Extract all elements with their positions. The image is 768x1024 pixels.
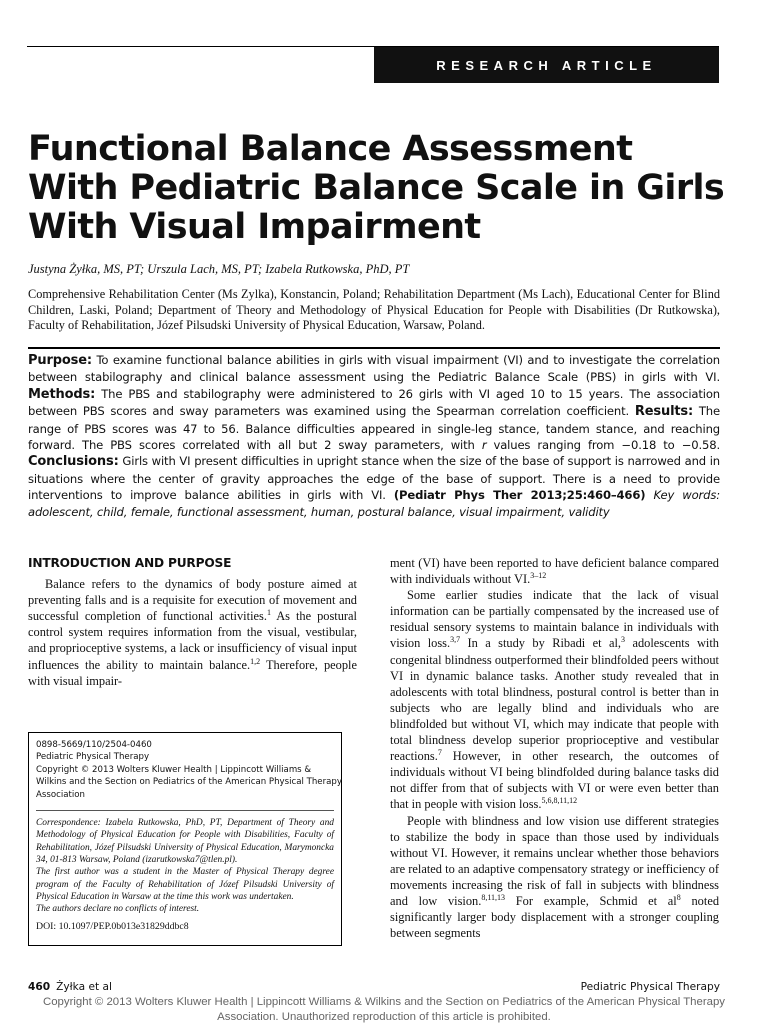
pub-line: Association bbox=[36, 789, 85, 800]
text-run: People with blindness and low vision use different strategies to stabilize the body in space than those used by individuals without VI. However, it remains unclear whether those behaviors are related to an adaptive compensatory strategy or inefficiency of movements increasing the risk of fall in subjects with blindness and low vision. bbox=[390, 813, 719, 908]
footer-left bbox=[28, 981, 112, 993]
text-run: Some earlier studies indicate that the lack of visual information can be partially compensated by the increased use of residual sensory systems to maintain balance in individuals with vision loss. bbox=[390, 588, 719, 651]
paragraph bbox=[28, 576, 357, 689]
correspondence-label: Correspondence: bbox=[36, 818, 101, 829]
citation-ref: 8,11,13 bbox=[481, 892, 506, 902]
abstract-results: The range of PBS scores was 47 to 56. Balance difficulties appeared in single-leg stance, tandem stance, and reaching forward. The PBS scores correlated with all but 2 sway parameters, with bbox=[28, 404, 720, 453]
running-author: Żyłka et al bbox=[56, 981, 112, 993]
text-run: In a study by Ribadi et al, bbox=[460, 636, 622, 651]
publication-details bbox=[36, 739, 342, 801]
footer-journal: Pediatric Physical Therapy bbox=[580, 981, 720, 993]
copyright-notice bbox=[0, 995, 768, 1024]
abstract-citation: (Pediatr Phys Ther 2013;25:460–466) bbox=[393, 488, 646, 503]
conflict-note: The authors declare no conflicts of interest. bbox=[36, 904, 200, 915]
pub-line: Pediatric Physical Therapy bbox=[36, 752, 150, 763]
text-run: Balance refers to the dynamics of body posture aimed at preventing falls and is a requisite for execution of movement and successful completion of functional activities. bbox=[28, 577, 357, 624]
text-run: Therefore, people with visual impair- bbox=[28, 657, 357, 688]
title-line: With Pediatric Balance Scale in Girls bbox=[28, 168, 725, 208]
copyright-line: Copyright © 2013 Wolters Kluwer Health | Lippincott Williams & Wilkins and the Section on Pediatrics of the American Physical Therapy bbox=[42, 996, 726, 1008]
text-run: ment (VI) have been reported to have deficient balance compared with individuals without VI. bbox=[390, 556, 719, 587]
abstract-results-end: values ranging from −0.18 to −0.58. bbox=[486, 438, 721, 453]
citation-ref: 3 bbox=[621, 635, 626, 645]
pub-line: 0898-5669/110/2504-0460 bbox=[36, 740, 152, 750]
abstract-purpose: To examine functional balance abilities in girls with visual impairment (VI) and to investigate the correlation between stabilography and clinical balance assessment using the Pediatric Balance Scale (PBS) in girls with VI. bbox=[28, 353, 720, 385]
author-list: Justyna Żyłka, MS, PT; Urszula Lach, MS, PT; Izabela Rutkowska, PhD, PT bbox=[28, 262, 410, 276]
abstract-results-label: Results: bbox=[634, 404, 694, 420]
paragraph bbox=[390, 813, 719, 942]
text-run: As the postural control system requires information from the visual, vestibular, and proprioceptive systems, a lack or insufficiency of visual input influences the ability to maintain balance. bbox=[28, 609, 357, 672]
abstract-keywords: Key words: adolescent, child, female, functional assessment, human, postural balance, visual impairment, validity bbox=[28, 488, 720, 519]
title-line: With Visual Impairment bbox=[28, 207, 481, 247]
abstract-conclusions: Girls with VI present difficulties in upright stance when the size of the base of support is narrowed and in situations where the center of gravity approaches the edge of the base of support. There is a need to provide interventions to improve balance abilities in girls with VI. bbox=[28, 454, 720, 503]
text-run: noted significantly larger body displacement with a stronger coupling between segments bbox=[390, 893, 720, 941]
citation-ref: 7 bbox=[437, 748, 442, 757]
article-title bbox=[28, 130, 728, 247]
body-column-right bbox=[390, 555, 719, 941]
citation-ref: 1,2 bbox=[250, 656, 261, 666]
info-divider bbox=[36, 810, 334, 811]
paragraph bbox=[390, 555, 719, 587]
title-line: Functional Balance Assessment bbox=[28, 129, 633, 169]
page-number: 460 bbox=[28, 981, 51, 993]
author-note: The first author was a student in the Master of Physical Therapy degree program of the Faculty of Rehabilitation of Józef Pilsudski University of Physical Education in Warsaw at the time this work was undertaken. bbox=[36, 867, 334, 902]
paragraph bbox=[390, 587, 719, 812]
pub-line: Wilkins and the Section on Pediatrics of the American Physical Therapy bbox=[36, 777, 342, 788]
article-type-banner: RESEARCH ARTICLE bbox=[374, 47, 719, 83]
abstract-purpose-label: Purpose: bbox=[28, 353, 92, 368]
correspondence-note bbox=[36, 817, 334, 866]
abstract-methods: The PBS and stabilography were administered to 26 girls with VI aged 10 to 15 years. The association between PBS scores and sway parameters was examined using the Spearman correlation coefficient. bbox=[28, 386, 720, 419]
text-run: adolescents with congenital blindness outperformed their blindfolded peers without VI in dynamic balance tasks. Another study revealed that in adolescents with total blindness, postural control is better than in subjects who are legally blind and individuals who are blindfolded but without VI, which may indicate that people with total blindness develop superior proprioceptive and vestibular reactions. bbox=[390, 636, 719, 764]
abstract-methods-label: Methods: bbox=[28, 386, 96, 402]
citation-ref: 1 bbox=[266, 608, 271, 618]
citation-ref: 3–12 bbox=[530, 570, 547, 580]
body-column-left bbox=[28, 555, 357, 689]
abstract-conclusions-label: Conclusions: bbox=[28, 454, 119, 470]
text-run: However, in other research, the outcomes of individuals without VI being blindfolded during balance tasks did not differ from that of subjects with VI or were even better than that in people with vision loss. bbox=[390, 749, 719, 812]
pub-line: Copyright © 2013 Wolters Kluwer Health | Lippincott Williams & bbox=[36, 764, 312, 775]
copyright-line: Association. Unauthorized reproduction of this article is prohibited. bbox=[217, 1010, 551, 1023]
citation-ref: 5,6,8,11,12 bbox=[541, 796, 578, 806]
correspondence-text: Izabela Rutkowska, PhD, PT, Department of Theory and Methodology of Physical Education for People with Disabilities, Faculty of Rehabilitation, Józef Pilsudski University of Physical Education, Marymoncka 34, 01-813 Warsaw, Poland (izarutkowska7@tlen.pl). bbox=[36, 818, 334, 865]
text-run: For example, Schmid et al bbox=[505, 893, 677, 908]
citation-ref: 8 bbox=[676, 892, 681, 902]
abstract bbox=[28, 347, 720, 520]
citation-ref: 3,7 bbox=[450, 635, 461, 645]
affiliations: Comprehensive Rehabilitation Center (Ms Zylka), Konstancin, Poland; Rehabilitation Department (Ms Lach), Educational Center for Blind Children, Laski, Poland; Department of Theory and Methodology of Physical Education for People with Disabilities (Dr Rutkowska), Faculty of Rehabilitation, Józef Pilsudski University of Physical Education, Warsaw, Poland. bbox=[28, 287, 720, 333]
abstract-r-symbol: r bbox=[481, 438, 487, 453]
publication-info-box bbox=[28, 732, 342, 946]
section-heading: INTRODUCTION AND PURPOSE bbox=[28, 556, 232, 570]
doi: DOI: 10.1097/PEP.0b013e31829ddbc8 bbox=[36, 921, 189, 933]
